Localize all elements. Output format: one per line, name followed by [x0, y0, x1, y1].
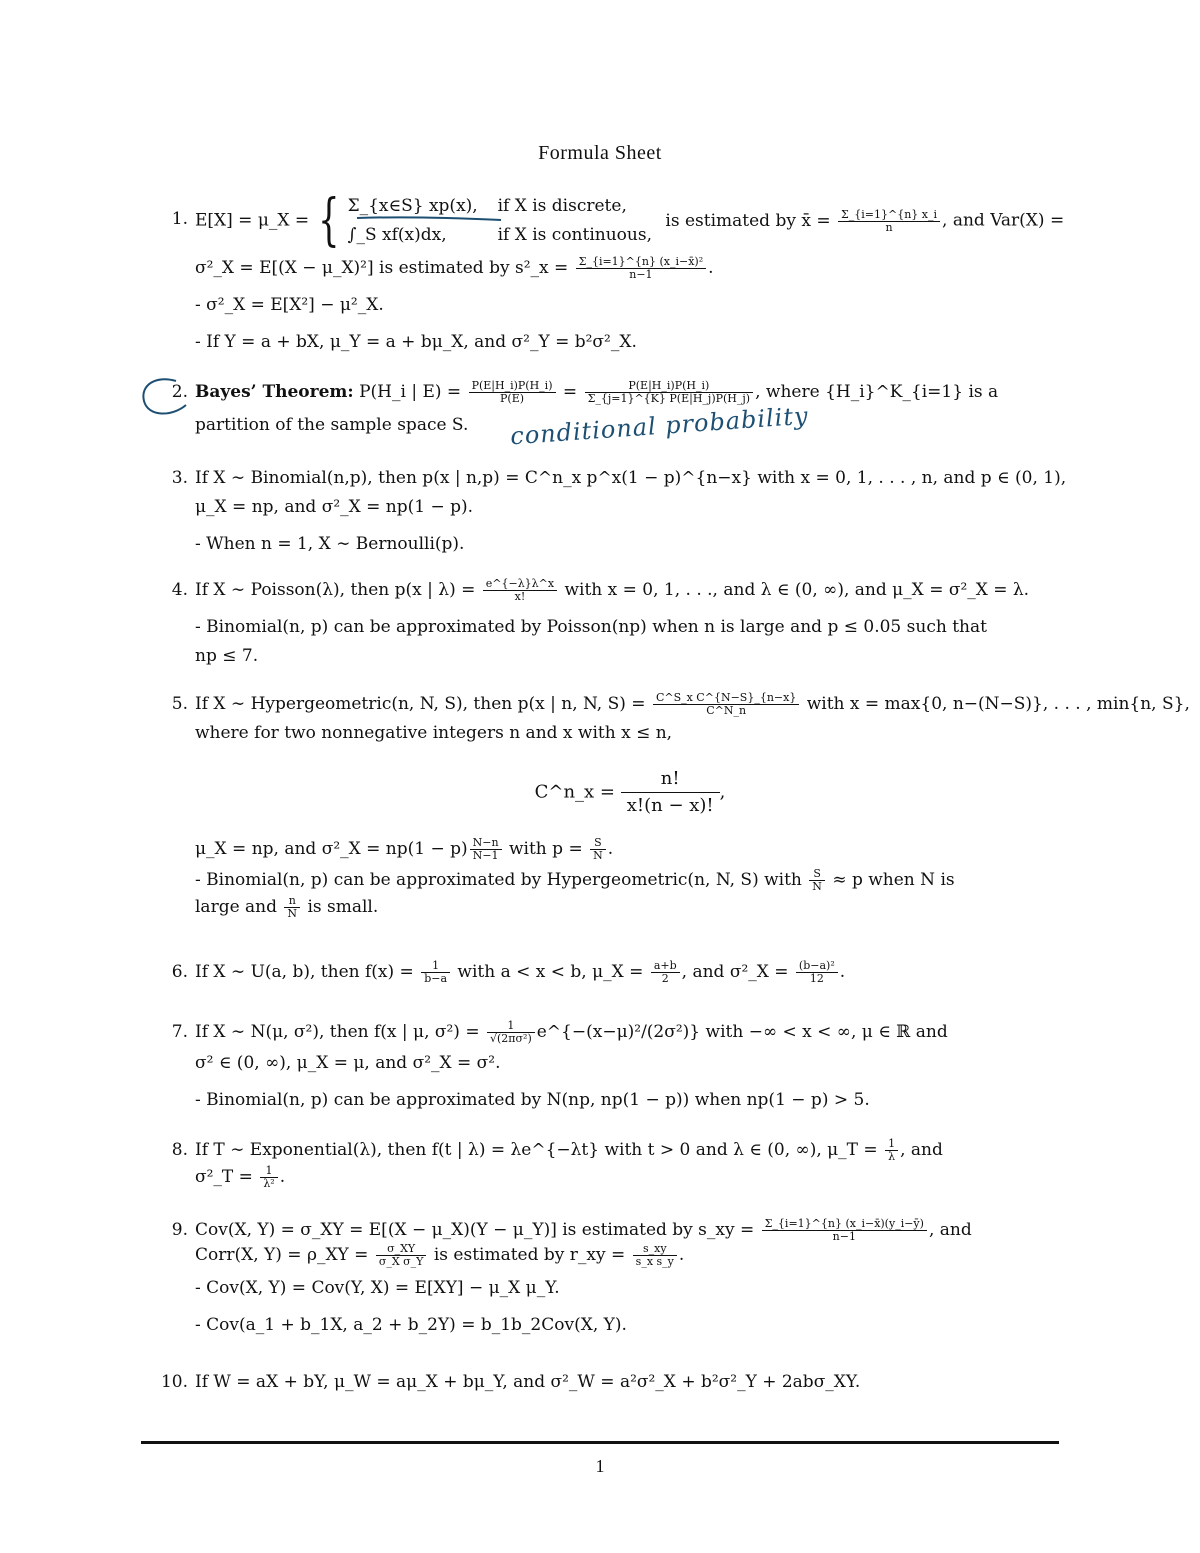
- covariance-line: [195, 1218, 1065, 1243]
- formula-text: , and σ²_X =: [681, 962, 789, 982]
- formula-text: Corr(X, Y) = ρ_XY =: [195, 1245, 369, 1265]
- fraction: $\frac{\Sigma\_\{i=1\}\^{}\{n\} x\_i}{n}$: [838, 209, 940, 234]
- item-number: 9.: [171, 1220, 188, 1240]
- fraction: $\frac{1}{\text{√(2πσ²)}}$: [487, 1020, 535, 1045]
- fraction: $\frac{P(E|H\_i)P(H\_i)}{P(E)}$: [469, 380, 556, 405]
- poisson-approx-line: - Binomial(n, p) can be approximated by Poisson(np) when n is large and p ≤ 0.05 such that: [195, 617, 987, 637]
- formula-text: .: [678, 1245, 685, 1265]
- exponential-variance-line: [195, 1165, 1065, 1190]
- uniform-line: [195, 960, 1065, 985]
- handwritten-circle: [136, 373, 196, 423]
- hypergeometric-moments-line: [195, 837, 1065, 862]
- item-number: 2.: [171, 382, 188, 402]
- nonnegative-integers-line: where for two nonnegative integers n and x with x ≤ n,: [195, 723, 673, 743]
- handwritten-underline: [355, 214, 505, 224]
- page-title: Formula Sheet: [538, 142, 662, 164]
- combination-definition: [195, 766, 1065, 819]
- formula-text: σ²_T =: [195, 1167, 253, 1187]
- formula-text: E[X] = μ_X =: [195, 210, 310, 231]
- normal-line: [195, 1020, 1065, 1045]
- formula-text: σ²_X = E[(X − μ_X)²] is estimated by s²_x =: [195, 258, 569, 278]
- left-brace-glyph: {: [317, 188, 340, 253]
- fraction: $\frac{n!}{x!(n - x)!}$: [621, 766, 720, 819]
- fraction: $\frac{S}{N}$: [590, 837, 606, 862]
- bayes-theorem-label: Bayes’ Theorem:: [195, 382, 354, 402]
- formula-text: C^n_x =: [534, 781, 615, 803]
- formula-text: .: [607, 839, 614, 859]
- fraction: $\frac{n}{N}$: [284, 895, 300, 920]
- formula-text: If T ∼ Exponential(λ), then f(t | λ) = λe^{−λt} with t > 0 and λ ∈ (0, ∞), μ_T =: [195, 1140, 878, 1160]
- case-discrete-formula: Σ_{x∈S} xp(x),: [347, 196, 478, 216]
- fraction: $\frac{a+b}{2}$: [651, 960, 680, 985]
- normal-approx-line: - Binomial(n, p) can be approximated by N(np, np(1 − p)) when np(1 − p) > 5.: [195, 1090, 870, 1110]
- formula-text: with a < x < b, μ_X =: [457, 962, 644, 982]
- normal-moments-line: σ² ∈ (0, ∞), μ_X = μ, and σ²_X = σ².: [195, 1053, 501, 1073]
- formula-text: .: [839, 962, 846, 982]
- item-number: 6.: [171, 962, 188, 982]
- linear-transform-line: - If Y = a + bX, μ_Y = a + bμ_X, and σ²_Y = b²σ²_X.: [195, 332, 637, 352]
- item-number: 4.: [171, 580, 188, 600]
- formula-text: is estimated by r_xy =: [433, 1245, 626, 1265]
- case-discrete-condition: if X is discrete,: [497, 196, 627, 216]
- formula-text: .: [708, 258, 714, 278]
- fraction: $\frac{1}{b-a}$: [421, 960, 450, 985]
- hypergeometric-approx-line: [195, 868, 1065, 893]
- formula-text: , where {H_i}^K_{i=1} is a: [755, 382, 999, 402]
- binomial-moments-line: μ_X = np, and σ²_X = np(1 − p).: [195, 497, 474, 517]
- fraction: $\frac{\Sigma\_\{i=1\}\^{}\{n\} (x\_i-x̄)(y\_i-ȳ)}{n-1}$: [762, 1218, 927, 1243]
- formula-text: If X ∼ Hypergeometric(n, N, S), then p(x | n, N, S) =: [195, 694, 646, 714]
- binomial-line: If X ∼ Binomial(n,p), then p(x | n,p) = C^n_x p^x(1 − p)^{n−x} with x = 0, 1, . . . , n, and p ∈ (0, 1),: [195, 468, 1067, 488]
- formula-text: Cov(X, Y) = σ_XY = E[(X − μ_X)(Y − μ_Y)] is estimated by s_xy =: [195, 1220, 755, 1240]
- item-number: 7.: [171, 1022, 188, 1042]
- fraction: $\frac{P(E|H\_i)P(H\_i)}{\Sigma\_\{j=1\}\^{}\{K\} P(E|H\_j)P(H\_j)}$: [585, 380, 754, 405]
- formula-text: ≈ p when N is: [832, 870, 955, 890]
- linear-combination-line: If W = aX + bY, μ_W = aμ_X + bμ_Y, and σ²_W = a²σ²_X + b²σ²_Y + 2abσ_XY.: [195, 1372, 861, 1392]
- formula-text: P(H_i | E) =: [359, 382, 462, 402]
- hypergeometric-approx-cont-line: [195, 895, 1065, 920]
- partition-line: partition of the sample space S.: [195, 415, 469, 435]
- item-number: 10.: [160, 1372, 188, 1392]
- exponential-line: [195, 1138, 1065, 1163]
- poisson-line: [195, 578, 1065, 603]
- formula-text: , and: [900, 1140, 943, 1160]
- item-number: 3.: [171, 468, 188, 488]
- formula-text: - Binomial(n, p) can be approximated by Hypergeometric(n, N, S) with: [195, 870, 802, 890]
- formula-text: If X ∼ U(a, b), then f(x) =: [195, 962, 414, 982]
- formula-text: large and: [195, 897, 278, 917]
- item-number: 5.: [171, 694, 188, 714]
- fraction: $\frac{1}{\text{λ²}}$: [260, 1165, 277, 1190]
- bayes-line: [195, 380, 1065, 405]
- footer-rule: [141, 1441, 1059, 1444]
- variance-line: [195, 256, 1065, 281]
- formula-text: =: [562, 382, 578, 402]
- formula-text: , and: [928, 1220, 972, 1240]
- formula-text: If X ∼ N(μ, σ²), then f(x | μ, σ²) =: [195, 1022, 480, 1042]
- item-number: 8.: [171, 1140, 188, 1160]
- covariance-linear-line: - Cov(a_1 + b_1X, a_2 + b_2Y) = b_1b_2Cov(X, Y).: [195, 1315, 627, 1335]
- fraction: $\frac{s\_xy}{\text{s\_x s\_y}}$: [633, 1243, 677, 1268]
- handwritten-annotation: conditional probability: [509, 401, 810, 451]
- fraction: $\frac{S}{N}$: [809, 868, 825, 893]
- formula-text: is estimated by x̄ =: [665, 210, 831, 231]
- formula-text: .: [279, 1167, 286, 1187]
- fraction: $\frac{e\^{}\{-\lambda\}\lambda\^{}x}{x!}$: [483, 578, 557, 603]
- formula-text: If X ∼ Poisson(λ), then p(x | λ) =: [195, 580, 476, 600]
- formula-text: ,: [719, 781, 726, 803]
- poisson-approx-cont-line: np ≤ 7.: [195, 646, 259, 666]
- formula-text: with x = max{0, n−(N−S)}, . . . , min{n, S},: [806, 694, 1190, 714]
- page-number: 1: [595, 1456, 605, 1476]
- formula-text: with p =: [508, 839, 583, 859]
- fraction: $\frac{\text{(b−a)²}}{12}$: [796, 960, 838, 985]
- variance-identity-line: - σ²_X = E[X²] − μ²_X.: [195, 295, 384, 315]
- fraction: $\frac{N-n}{N-1}$: [470, 837, 502, 862]
- item-number: 1.: [171, 209, 188, 229]
- fraction: $\frac{\text{C\textasciicircum{}S\_x C\textasciicircum{}\{N−S\}\_\{n−x\}}}{C\^{}N\_n}$: [653, 692, 799, 717]
- case-continuous-condition: if X is continuous,: [497, 225, 652, 245]
- covariance-symmetry-line: - Cov(X, Y) = Cov(Y, X) = E[XY] − μ_X μ_Y.: [195, 1278, 560, 1298]
- formula-text: μ_X = np, and σ²_X = np(1 − p): [195, 839, 468, 859]
- fraction: $\frac{1}{\lambda}$: [885, 1138, 898, 1163]
- formula-text: e^{−(x−μ)²/(2σ²)} with −∞ < x < ∞, μ ∈ ℝ and: [536, 1022, 948, 1042]
- hypergeometric-line: [195, 691, 1190, 717]
- case-continuous-formula: ∫_S xf(x)dx,: [347, 225, 447, 245]
- formula-text: with x = 0, 1, . . ., and λ ∈ (0, ∞), and μ_X = σ²_X = λ.: [564, 580, 1030, 600]
- expectation-line: [195, 188, 1065, 253]
- bernoulli-line: - When n = 1, X ∼ Bernoulli(p).: [195, 534, 465, 554]
- fraction: $\frac{\text{Σ\_\{i=1\}\textasciicircum{}\{n\} (x\_i−x̄)²}}{n-1}$: [576, 256, 706, 281]
- fraction: $\frac{\sigma\_XY}{\text{σ\_X σ\_Y}}$: [376, 1243, 427, 1268]
- formula-text: , and Var(X) =: [942, 210, 1065, 231]
- correlation-line: [195, 1243, 1065, 1268]
- formula-text: is small.: [307, 897, 379, 917]
